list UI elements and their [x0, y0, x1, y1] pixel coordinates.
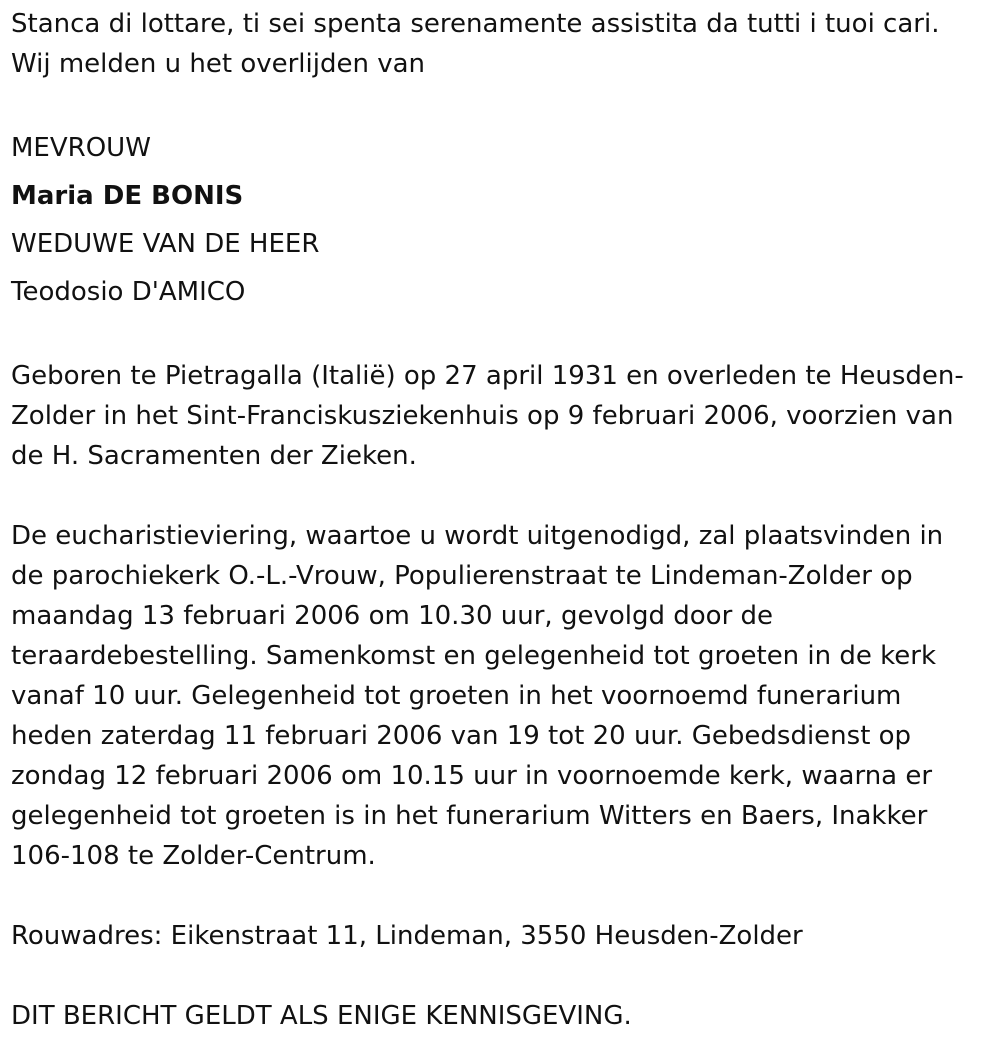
spacer [11, 476, 986, 516]
spacer [11, 876, 986, 916]
paragraph-line: gelegenheid tot groeten is in het funerarium Witters en Baers, Inakker [11, 801, 928, 831]
ceremony-paragraph [11, 516, 986, 876]
paragraph-line: 106-108 te Zolder-Centrum. [11, 841, 376, 871]
paragraph-line: vanaf 10 uur. Gelegenheid tot groeten in het voornoemd funerarium [11, 681, 902, 711]
deceased-title: MEVROUW [11, 133, 151, 163]
paragraph-line: maandag 13 februari 2006 om 10.30 uur, gevolgd door de [11, 601, 774, 631]
spacer [11, 84, 986, 124]
mourning-address: Rouwadres: Eikenstraat 11, Lindeman, 3550 Heusden-Zolder [11, 921, 803, 951]
paragraph-line: Zolder in het Sint-Franciskusziekenhuis op 9 februari 2006, voorzien van [11, 401, 954, 431]
paragraph-line: de H. Sacramenten der Zieken. [11, 441, 417, 471]
spacer [11, 956, 986, 996]
paragraph-line: teraardebestelling. Samenkomst en gelegenheid tot groeten in de kerk [11, 641, 937, 671]
deceased-name: Maria DE BONIS [11, 181, 244, 211]
paragraph-line: de parochiekerk O.-L.-Vrouw, Populierenstraat te Lindeman-Zolder op [11, 561, 913, 591]
paragraph-line: Geboren te Pietragalla (Italië) op 27 april 1931 en overleden te Heusden- [11, 361, 964, 391]
closing-statement: DIT BERICHT GELDT ALS ENIGE KENNISGEVING. [11, 1001, 632, 1031]
spouse-name: Teodosio D'AMICO [11, 277, 246, 307]
deceased-relation: WEDUWE VAN DE HEER [11, 229, 320, 259]
deceased-block [11, 124, 986, 316]
paragraph-line: heden zaterdag 11 februari 2006 van 19 tot 20 uur. Gebedsdienst op [11, 721, 912, 751]
paragraph-line: De eucharistieviering, waartoe u wordt uitgenodigd, zal plaatsvinden in [11, 521, 944, 551]
birth-death-paragraph [11, 356, 986, 476]
paragraph-line: zondag 12 februari 2006 om 10.15 uur in voornoemde kerk, waarna er [11, 761, 933, 791]
intro-dutch: Wij melden u het overlijden van [11, 49, 426, 79]
intro-italian: Stanca di lottare, ti sei spenta serenamente assistita da tutti i tuoi cari. [11, 9, 940, 39]
death-notice [11, 4, 986, 1036]
spacer [11, 316, 986, 356]
